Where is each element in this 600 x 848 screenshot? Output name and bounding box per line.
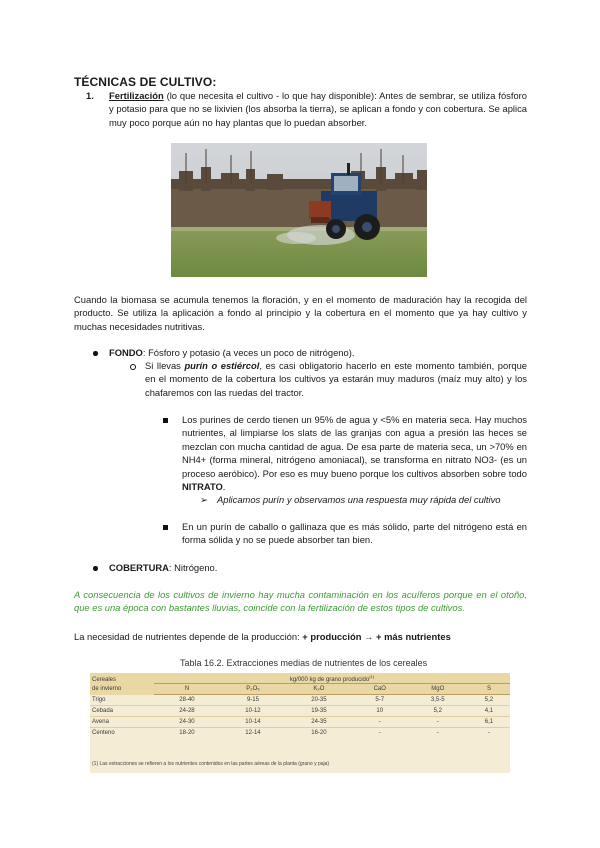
nutrient-table-grid <box>90 673 510 738</box>
bullet-square-2 <box>163 525 168 530</box>
table-cell: 10-14 <box>245 719 261 725</box>
need-pre: La necesidad de nutrientes depende de la producción: <box>74 631 303 642</box>
cobertura-line <box>109 561 217 574</box>
table-head-col1 <box>90 673 154 695</box>
table-col-header: S <box>468 684 510 695</box>
table-cell: 19-35 <box>311 708 327 714</box>
arrow-note: Aplicamos purín y observamos una respuesta muy rápida del cultivo <box>217 494 501 505</box>
page-title: TÉCNICAS DE CULTIVO: <box>74 75 217 89</box>
table-cell: 18-20 <box>179 730 195 736</box>
cobertura-label: COBERTURA <box>109 562 169 573</box>
table-caption: Tabla 16.2. Extracciones medias de nutrientes de los cereales <box>180 658 428 668</box>
purin-pre: Si llevas <box>145 360 185 371</box>
table-cell: 6,1 <box>484 719 494 725</box>
table-cell: - <box>487 730 490 736</box>
table-head-col1-b: de invierno <box>92 686 122 692</box>
fondo-label: FONDO <box>109 347 143 358</box>
bullet-square-1 <box>163 418 168 423</box>
need-nutrients: + más nutrientes <box>376 631 451 642</box>
purin-paragraph <box>145 359 527 399</box>
bullet-circle-purin <box>130 364 136 370</box>
table-cell: 3,5-5 <box>430 697 445 703</box>
table-cell: 5-7 <box>375 697 385 703</box>
green-note: A consecuencia de los cultivos de invierno hay mucha contaminación en los acuíferos porque en el otoño, que es una época con bastantes lluvias, coincide con la fertilización de estos tipos de cultivos. <box>74 589 527 614</box>
table-cell: - <box>378 730 381 736</box>
table-cell: 24-28 <box>179 708 195 714</box>
table-cell: 10 <box>376 708 384 714</box>
cobertura-text: : Nitrógeno. <box>168 562 218 573</box>
purin-emphasis: purín o estiércol <box>184 360 260 371</box>
table-row-name: Trigo <box>92 696 106 703</box>
item1-term: Fertilización <box>109 90 164 101</box>
table-col-header: MgO <box>408 684 468 695</box>
table-cell: 9-15 <box>246 697 259 703</box>
tractor-photo <box>171 143 427 277</box>
table-cell: 16-20 <box>311 730 327 736</box>
table-body <box>90 695 510 739</box>
purin-caballo-paragraph: En un purín de caballo o gallinaza que es más sólido, parte del nitrógeno está en forma sólida y no se puede absorber tan bien. <box>182 521 527 546</box>
purines-text: Los purines de cerdo tienen un 95% de agua y <5% en materia seca. Hay muchos nutrientes, al limpiarse los slats de las granjas con agua a presión las heces se mezclan con mucha cantidad de agua. De esa parte de materia seca, un >70% en NH4+ (forma mineral, nitrógeno amoniacal), se transforma en nitrato NO3- (es un proceso aeróbico). Por eso es muy bueno porque los cultivos absorben sobre todo <box>182 414 527 479</box>
table-group-sup: (1) <box>369 673 375 679</box>
table-row-name: Centeno <box>92 730 115 736</box>
table-row <box>90 706 510 717</box>
table-cell: 5,2 <box>484 697 494 703</box>
table-row <box>90 728 510 739</box>
table-cell: 24-35 <box>311 719 327 725</box>
table-row-name: Cebada <box>92 708 114 714</box>
paragraph-floracion: Cuando la biomasa se acumula tenemos la floración, y en el momento de maduración hay la recogida del producto. Se utiliza la aplicación a fondo al principio y la cobertura en el momento que ya hay cultivo y muchas necesidades nutritivas. <box>74 294 527 332</box>
nitrato-bold: NITRATO <box>182 481 223 493</box>
bullet-dot-fondo <box>93 351 98 356</box>
table-row-name: Avena <box>92 719 109 725</box>
table-cell: 24-30 <box>179 719 195 725</box>
purines-end: . <box>222 481 226 493</box>
table-col-header: K₂O <box>286 684 352 695</box>
table-cell: - <box>378 719 381 725</box>
right-arrow-icon: → <box>361 631 377 642</box>
table-cell: 28-40 <box>179 697 195 703</box>
table-cell: 5,2 <box>433 708 442 714</box>
table-row <box>90 695 510 706</box>
item1-text: (lo que necesita el cultivo - lo que hay disponible): Antes de sembrar, se utiliza fósforo y potasio para que no se lixivien (los absorba la tierra), se aplican a fondo y con cobertura. Se aplica muy poco porque aún no hay plantas que lo puedan absorber. <box>109 90 527 128</box>
item1-number: 1. <box>86 90 94 101</box>
need-production: + producción <box>302 631 362 642</box>
table-group-text: kg/000 kg de grano producido <box>289 676 370 683</box>
table-head-col1-a: Cereales <box>92 677 117 683</box>
bullet-dot-cobertura <box>93 566 98 571</box>
table-cell: - <box>436 730 439 736</box>
arrowhead-icon: ➢ <box>200 494 208 505</box>
fondo-line <box>109 346 527 359</box>
need-line <box>74 630 527 643</box>
table-cell: 12-14 <box>245 730 261 736</box>
table-group-header <box>154 673 510 684</box>
table-row <box>90 717 510 728</box>
fondo-text: : Fósforo y potasio (a veces un poco de nitrógeno). <box>142 347 355 358</box>
table-cell: 4,1 <box>484 708 494 714</box>
table-cell: - <box>436 719 439 725</box>
table-cell: 20-35 <box>311 697 327 703</box>
nutrient-table <box>90 673 510 773</box>
table-col-header: N <box>154 684 220 695</box>
purin-post: , es casi obligatorio hacerlo en este momento también, porque en el momento de la cobertura los cultivos ya estarán muy maduros (maíz muy alto) y los chafaremos con las ruedas del tractor. <box>145 360 527 398</box>
table-col-header: CaO <box>352 684 408 695</box>
table-cell: 10-12 <box>245 708 261 714</box>
table-footnote: (1) Las extracciones se refieren a los nutrientes contenidos en las partes aéreas de la planta (grano y paja) <box>92 761 330 767</box>
table-col-header: P₂O₅ <box>220 684 286 695</box>
item1-paragraph <box>109 89 527 129</box>
purines-cerdo-paragraph <box>182 413 527 493</box>
